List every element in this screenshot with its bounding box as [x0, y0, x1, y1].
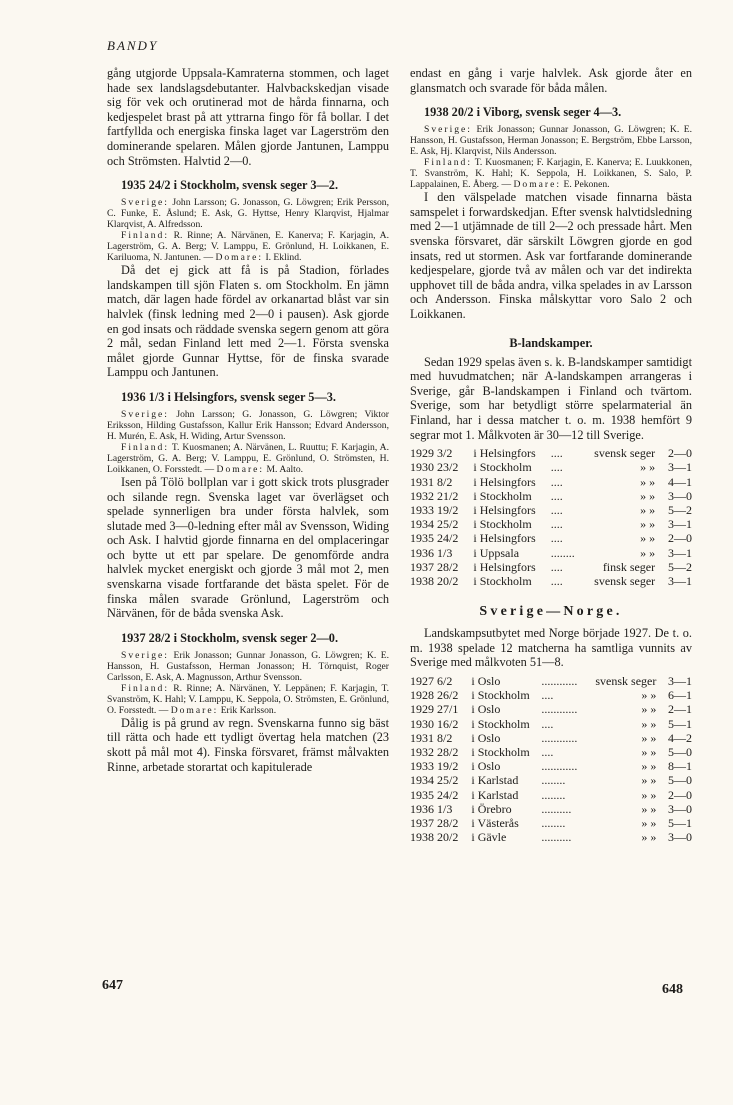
table-row [410, 717, 692, 731]
match-date: 1930 16/2 [410, 716, 459, 731]
match-result: finsk seger [602, 559, 656, 574]
table-row [410, 531, 692, 545]
table-row [410, 503, 692, 517]
match-place: i Stockholm [473, 517, 532, 532]
leader-dots: .... [541, 744, 554, 759]
match-score: 4—1 [668, 474, 692, 489]
leader-dots: .... [541, 688, 554, 703]
match-score: 2—1 [668, 702, 692, 717]
match-result: » » [641, 702, 657, 717]
match-score: 5—1 [668, 815, 692, 830]
match-result: » » [641, 688, 657, 703]
leader-dots: .... [550, 559, 563, 574]
leader-dots: .... [550, 531, 563, 546]
match-place: i Helsingfors [473, 474, 536, 489]
match-score: 3—1 [668, 573, 692, 588]
match-result: » » [640, 488, 656, 503]
match-place: i Gävle [471, 830, 507, 845]
lineup-sverige-1936: Sverige: John Larsson; G. Jonasson, G. Löwgren; Viktor Eriksson, Hilding Gustafsson, Kallur Erik Hansson; Edvard Andersson, H. Murén, E. Ask, H. Widing, Artur Svensson. [107, 408, 389, 442]
match-place: i Helsingfors [473, 559, 536, 574]
right-column [410, 66, 692, 844]
match-heading-1938: 1938 20/2 i Viborg, svensk seger 4—3. [424, 105, 622, 120]
table-row [410, 460, 692, 474]
match-score: 6—1 [668, 688, 692, 703]
table-row [410, 802, 692, 816]
left-column [107, 66, 389, 774]
match-score: 4—2 [668, 730, 692, 745]
match-date: 1933 19/2 [410, 502, 459, 517]
table-row [410, 475, 692, 489]
table-row [410, 688, 692, 702]
match-result: » » [641, 744, 657, 759]
match-score: 8—1 [668, 759, 692, 774]
table-row [410, 830, 692, 844]
table-row [410, 788, 692, 802]
page-number-left: 647 [102, 978, 123, 993]
table-row [410, 759, 692, 773]
match-date: 1934 25/2 [410, 773, 459, 788]
match-date: 1929 3/2 [410, 446, 453, 461]
lineup-sverige-1937: Sverige: Erik Jonasson; Gunnar Jonasson, G. Löwgren; K. E. Hansson, H. Gustafsson, Herman Jonasson; H. Törnquist, Roger Carlsson, E. Ask, A. Magnusson, Arthur Svensson. [107, 649, 389, 683]
leader-dots: ........ [550, 545, 575, 560]
match-result: » » [641, 773, 657, 788]
match-score: 2—0 [668, 531, 692, 546]
match-score: 3—0 [668, 488, 692, 503]
match-result: » » [641, 787, 657, 802]
match-result: » » [641, 801, 657, 816]
table-row [410, 574, 692, 588]
match-date: 1931 8/2 [410, 474, 453, 489]
match-date: 1936 1/3 [410, 545, 453, 560]
lineup-sverige-1938: Sverige: Erik Jonasson; Gunnar Jonasson, G. Löwgren; K. E. Hansson, H. Gustafsson, Herman Jonasson; E. Bergström, Ebbe Larsson, E. Ask, Hj. Klarqvist, Nils Andersson. [410, 124, 692, 158]
match-score: 3—0 [668, 830, 692, 845]
match-date: 1938 20/2 [410, 573, 459, 588]
lineup-finland-1937: Finland: R. Rinne; A. Närvänen, Y. Leppänen; F. Karjagin, T. Svanström, K. Hahl; V. Lamppu, K. Seppola, O. Strömsten, E. Grönlund, O. Forsstedt. — Domare: Erik Karlsson. [107, 682, 389, 716]
match-place: i Oslo [471, 702, 501, 717]
match-place: i Uppsala [473, 545, 520, 560]
match-score: 5—2 [668, 502, 692, 517]
table-row [410, 773, 692, 787]
paragraph: Landskampsutbytet med Norge började 1927. De t. o. m. 1938 spelade 12 matcherna ha samtliga vunnits av Sverige med målkvoten 51—8. [410, 626, 692, 670]
table-row [410, 816, 692, 830]
leader-dots: .......... [541, 801, 572, 816]
table-row [410, 702, 692, 716]
lineup-finland-1935: Finland: R. Rinne; A. Närvänen, E. Kanerva; F. Karjagin, A. Lagerström, G. A. Berg; V. Lamppu, E. Grönlund, H. Loikkanen, E. Kariluoma, N. Jantunen. — Domare: I. Eklind. [107, 230, 389, 264]
leader-dots: .... [550, 460, 563, 475]
match-place: i Karlstad [471, 773, 519, 788]
page-number-right: 648 [662, 982, 683, 997]
match-date: 1932 28/2 [410, 744, 459, 759]
match-place: i Stockholm [473, 460, 532, 475]
paragraph: gång utgjorde Uppsala-Kamraterna stommen, och laget hade sex landslagsdebutanter. Halvbackskedjan visade sig för vek och orutinerad mot de hårda finnarna, och kedjespelet brast på att yttrarna fingo för få bollar. I det fartfyllda och energiska finska laget var Lagerström den dominerande spelaren. Målen gjorde Jantunen, Lamppu och Strömsten. Halvtid 2—0. [107, 66, 389, 168]
paragraph: Då det ej gick att få is på Stadion, förlades landskampen till sjön Flaten s. om Stockholm. En jämn match, där lagen hade fördel av orkanartad blåst var sin halvlek (finsk ledning med 2—0 i pausen). Ask gjorde en god insats och räddade svenska segern genom att göra 2 mål, sedan Finland lett med 2—1. Första svenska målet gjorde Gunnar Hyttse, för de finska svarade Lamppu och Jantunen. [107, 263, 389, 380]
match-score: 5—0 [668, 744, 692, 759]
b-results-table [410, 446, 692, 588]
match-place: i Oslo [471, 673, 501, 688]
match-result: » » [640, 517, 656, 532]
leader-dots: ............ [541, 759, 578, 774]
match-score: 3—1 [668, 673, 692, 688]
match-place: i Västerås [471, 815, 519, 830]
match-date: 1936 1/3 [410, 801, 453, 816]
match-date: 1930 23/2 [410, 460, 459, 475]
table-row [410, 546, 692, 560]
match-place: i Stockholm [471, 744, 530, 759]
match-date: 1935 24/2 [410, 787, 459, 802]
lineup-finland-1936: Finland: T. Kuosmanen; A. Närvänen, L. Ruuttu; F. Karjagin, A. Lagerström, G. A. Berg; V. Lamppu, E. Grönlund, O. Strömsten, H. Loikkanen, O. Forsstedt. — Domare: M. Aalto. [107, 441, 390, 475]
match-result: svensk seger [594, 573, 656, 588]
match-place: i Stockholm [473, 488, 532, 503]
leader-dots: .... [550, 573, 563, 588]
match-date: 1932 21/2 [410, 488, 459, 503]
table-row [410, 745, 692, 759]
match-date: 1927 6/2 [410, 673, 453, 688]
section-heading-sverige-norge: Sverige—Norge. [479, 604, 623, 620]
paragraph: endast en gång i varje halvlek. Ask gjorde åter en glansmatch och svarade för båda målen. [410, 66, 692, 95]
match-result: » » [640, 460, 656, 475]
match-place: i Karlstad [471, 787, 519, 802]
match-score: 2—0 [668, 787, 692, 802]
leader-dots: ............ [541, 673, 578, 688]
paragraph: Sedan 1929 spelas även s. k. B-landskamper samtidigt med huvudmatchen; när A-landskampen arrangeras i Sverige, går B-landskampen i Finland och tvärtom. Sverige, som har betydligt större spelarmaterial än Finland, har i dessa matcher t. o. m. 1938 hemfört 9 segrar mot 1. Målkvoten är 30—12 till Sverige. [410, 354, 692, 442]
running-header: BANDY [107, 38, 159, 53]
match-date: 1934 25/2 [410, 517, 459, 532]
match-result: svensk seger [594, 446, 656, 461]
leader-dots: ........ [541, 773, 566, 788]
match-score: 2—0 [668, 446, 692, 461]
match-heading-1935: 1935 24/2 i Stockholm, svensk seger 3—2. [121, 178, 339, 193]
table-row [410, 560, 692, 574]
leader-dots: .......... [541, 830, 572, 845]
leader-dots: .... [550, 502, 563, 517]
leader-dots: .... [550, 488, 563, 503]
match-place: i Stockholm [471, 688, 530, 703]
norge-results-table [410, 674, 692, 844]
match-place: i Stockholm [473, 573, 532, 588]
match-result: » » [641, 730, 657, 745]
table-row [410, 731, 692, 745]
lineup-sverige-1935: Sverige: John Larsson; G. Jonasson, G. Löwgren; Erik Persson, C. Funke, E. Åslund; E. Ask, G. Hyttse, Henry Klarqvist, Hjalmar Klarqvist, A. Alfredsson. [107, 197, 389, 231]
match-place: i Helsingfors [473, 531, 536, 546]
match-date: 1935 24/2 [410, 531, 459, 546]
leader-dots: ............ [541, 702, 578, 717]
leader-dots: .... [550, 517, 563, 532]
leader-dots: ........ [541, 787, 566, 802]
match-date: 1928 26/2 [410, 688, 459, 703]
match-date: 1937 28/2 [410, 559, 459, 574]
match-score: 3—1 [668, 460, 692, 475]
match-heading-1936: 1936 1/3 i Helsingfors, svensk seger 5—3. [121, 389, 336, 404]
table-row [410, 446, 692, 460]
lineup-finland-1938: Finland: T. Kuosmanen; F. Karjagin, E. Kanerva; E. Luukkonen, T. Svanström, K. Hahl; K. Seppola, H. Loikkanen, S. Salo, P. Lappalainen, E. Åberg. — Domare: E. Pekonen. [410, 157, 692, 191]
leader-dots: ............ [541, 730, 578, 745]
match-result: » » [641, 830, 657, 845]
leader-dots: .... [550, 446, 563, 461]
match-score: 5—1 [668, 716, 692, 731]
match-score: 3—1 [668, 545, 692, 560]
match-result: » » [641, 815, 657, 830]
match-place: i Helsingfors [473, 446, 536, 461]
match-heading-1937: 1937 28/2 i Stockholm, svensk seger 2—0. [121, 630, 339, 645]
leader-dots: ........ [541, 815, 566, 830]
table-row [410, 517, 692, 531]
match-place: i Örebro [471, 801, 512, 816]
match-place: i Helsingfors [473, 502, 536, 517]
table-row [410, 674, 692, 688]
match-place: i Oslo [471, 730, 501, 745]
match-result: » » [640, 545, 656, 560]
paragraph: Isen på Tölö bollplan var i gott skick trots plusgrader och silande regn. Svenska laget var överlägset och spelade synnerligen bra under första halvlek, som slutade med 3—0-ledning efter mål av Svensson, Widing och Ask. I halvtid gjorde finnarna en del omplaceringar och bytte ut ett par spelare. De genomförde andra halvlek mycket energiskt och gjorde 3 mål mot 2, men svenskarna visade fortfarande det bästa spelet. För de finska målen svarade Grönlund, Lagerström och Närvänen, för de båda svenska Ask. [107, 474, 389, 621]
match-score: 3—1 [668, 517, 692, 532]
paragraph: Dålig is på grund av regn. Svenskarna funno sig bäst till rätta och hade ett tydligt övertag hela matchen (23 skott på mål mot 4). Finska försvaret, främst målvakten Rinne, arbetade storartat och kapitulerade [107, 715, 389, 774]
match-date: 1938 20/2 [410, 830, 459, 845]
match-date: 1933 19/2 [410, 759, 459, 774]
match-place: i Oslo [471, 759, 501, 774]
section-heading-b-landskamper: B-landskamper. [509, 335, 593, 350]
match-date: 1931 8/2 [410, 730, 453, 745]
leader-dots: .... [541, 716, 554, 731]
match-score: 5—2 [668, 559, 692, 574]
leader-dots: .... [550, 474, 563, 489]
match-place: i Stockholm [471, 716, 530, 731]
match-result: » » [640, 531, 656, 546]
match-score: 3—0 [668, 801, 692, 816]
paragraph: I den välspelade matchen visade finnarna bästa samspelet i forwardskedjan. Efter svensk halvtidsledning med 2—1 utjämnade de till 2—2 och pressade hårt. Men svenska försvaret, där särskilt Löwgren gjorde en god insats, red ut stormen. Ask var fortfarande dominerande kedjespelare, gjorde två av målen och var det indirekta upphovet till de båda andra, vilka spelades in av Larsson och Andersson. Finska målskyttar voro Salo 2 och Loikkanen. [410, 190, 692, 321]
table-row [410, 489, 692, 503]
match-score: 5—0 [668, 773, 692, 788]
match-date: 1929 27/1 [410, 702, 459, 717]
match-result: » » [640, 502, 656, 517]
match-date: 1937 28/2 [410, 815, 459, 830]
match-result: » » [640, 474, 656, 489]
match-result: svensk seger [595, 673, 657, 688]
match-result: » » [641, 759, 657, 774]
match-result: » » [641, 716, 657, 731]
